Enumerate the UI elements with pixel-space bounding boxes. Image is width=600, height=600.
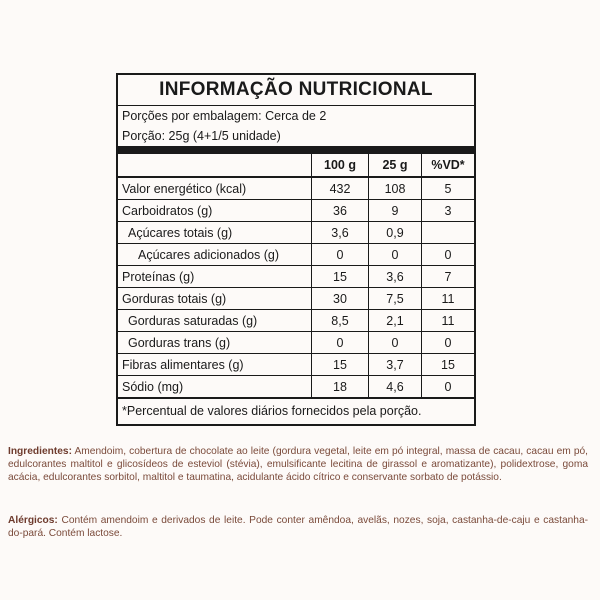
table-row xyxy=(118,332,474,354)
value-vd: 15 xyxy=(422,354,475,376)
value-25g: 0,9 xyxy=(369,222,422,244)
value-25g: 4,6 xyxy=(369,376,422,399)
header-100g: 100 g xyxy=(312,154,369,177)
table-row xyxy=(118,200,474,222)
table-row xyxy=(118,376,474,399)
table-row xyxy=(118,354,474,376)
value-vd: 11 xyxy=(422,288,475,310)
label-title: INFORMAÇÃO NUTRICIONAL xyxy=(118,75,474,106)
value-vd: 7 xyxy=(422,266,475,288)
nutrition-table xyxy=(118,154,474,399)
footnote: *Percentual de valores diários fornecidos pela porção. xyxy=(122,404,422,418)
nutrient-name: Proteínas (g) xyxy=(118,266,312,288)
table-row xyxy=(118,177,474,200)
value-vd: 5 xyxy=(422,177,475,200)
value-25g: 0 xyxy=(369,244,422,266)
value-vd: 11 xyxy=(422,310,475,332)
value-25g: 7,5 xyxy=(369,288,422,310)
nutrient-name: Gorduras totais (g) xyxy=(118,288,312,310)
table-header-row xyxy=(118,154,474,177)
servings-per-package: Porções por embalagem: Cerca de 2 xyxy=(122,109,327,123)
value-100g: 36 xyxy=(312,200,369,222)
allergens-heading: Alérgicos: xyxy=(8,515,58,526)
nutrient-name: Carboidratos (g) xyxy=(118,200,312,222)
serving-size: Porção: 25g (4+1/5 unidade) xyxy=(122,129,281,143)
value-100g: 30 xyxy=(312,288,369,310)
nutrient-name: Sódio (mg) xyxy=(118,376,312,399)
value-100g: 0 xyxy=(312,244,369,266)
table-row xyxy=(118,310,474,332)
header-vd: %VD* xyxy=(422,154,475,177)
table-row xyxy=(118,288,474,310)
allergens-text: Contém amendoim e derivados de leite. Pode conter amêndoa, avelãs, nozes, soja, castanha-de-caju e castanha-do-pará. Contém lactose. xyxy=(8,515,588,539)
ingredients-text: Amendoim, cobertura de chocolate ao leite (gordura vegetal, leite em pó integral, massa de cacau, cacau em pó, edulcorantes maltitol e glicosídeos de esteviol (stévia), emulsificante lecitina de girassol e aromatizante), polidextrose, goma acácia, edulcorantes sorbitol, maltitol e taumatina, acidulante ácido cítrico e conservante sorbato de potássio. xyxy=(8,446,588,483)
value-vd: 3 xyxy=(422,200,475,222)
table-row xyxy=(118,266,474,288)
nutrient-name: Açúcares totais (g) xyxy=(118,222,312,244)
nutrient-name: Valor energético (kcal) xyxy=(118,177,312,200)
ingredients-paragraph xyxy=(8,445,588,484)
value-25g: 9 xyxy=(369,200,422,222)
nutrient-name: Gorduras saturadas (g) xyxy=(118,310,312,332)
nutrient-name: Açúcares adicionados (g) xyxy=(118,244,312,266)
nutrient-name: Gorduras trans (g) xyxy=(118,332,312,354)
value-vd: 0 xyxy=(422,376,475,399)
value-25g: 0 xyxy=(369,332,422,354)
value-25g: 2,1 xyxy=(369,310,422,332)
value-25g: 3,7 xyxy=(369,354,422,376)
thick-divider xyxy=(118,146,474,154)
table-row xyxy=(118,244,474,266)
value-100g: 15 xyxy=(312,266,369,288)
value-100g: 15 xyxy=(312,354,369,376)
header-25g: 25 g xyxy=(369,154,422,177)
value-100g: 18 xyxy=(312,376,369,399)
value-100g: 0 xyxy=(312,332,369,354)
value-100g: 432 xyxy=(312,177,369,200)
nutrition-label xyxy=(116,73,476,426)
table-row xyxy=(118,222,474,244)
allergens-paragraph xyxy=(8,514,588,540)
nutrient-name: Fibras alimentares (g) xyxy=(118,354,312,376)
ingredients-heading: Ingredientes: xyxy=(8,446,72,457)
value-vd: 0 xyxy=(422,244,475,266)
value-100g: 8,5 xyxy=(312,310,369,332)
value-25g: 3,6 xyxy=(369,266,422,288)
header-nutrient xyxy=(118,154,312,177)
value-25g: 108 xyxy=(369,177,422,200)
portions-info xyxy=(118,106,474,146)
value-100g: 3,6 xyxy=(312,222,369,244)
value-vd: 0 xyxy=(422,332,475,354)
value-vd xyxy=(422,222,475,244)
